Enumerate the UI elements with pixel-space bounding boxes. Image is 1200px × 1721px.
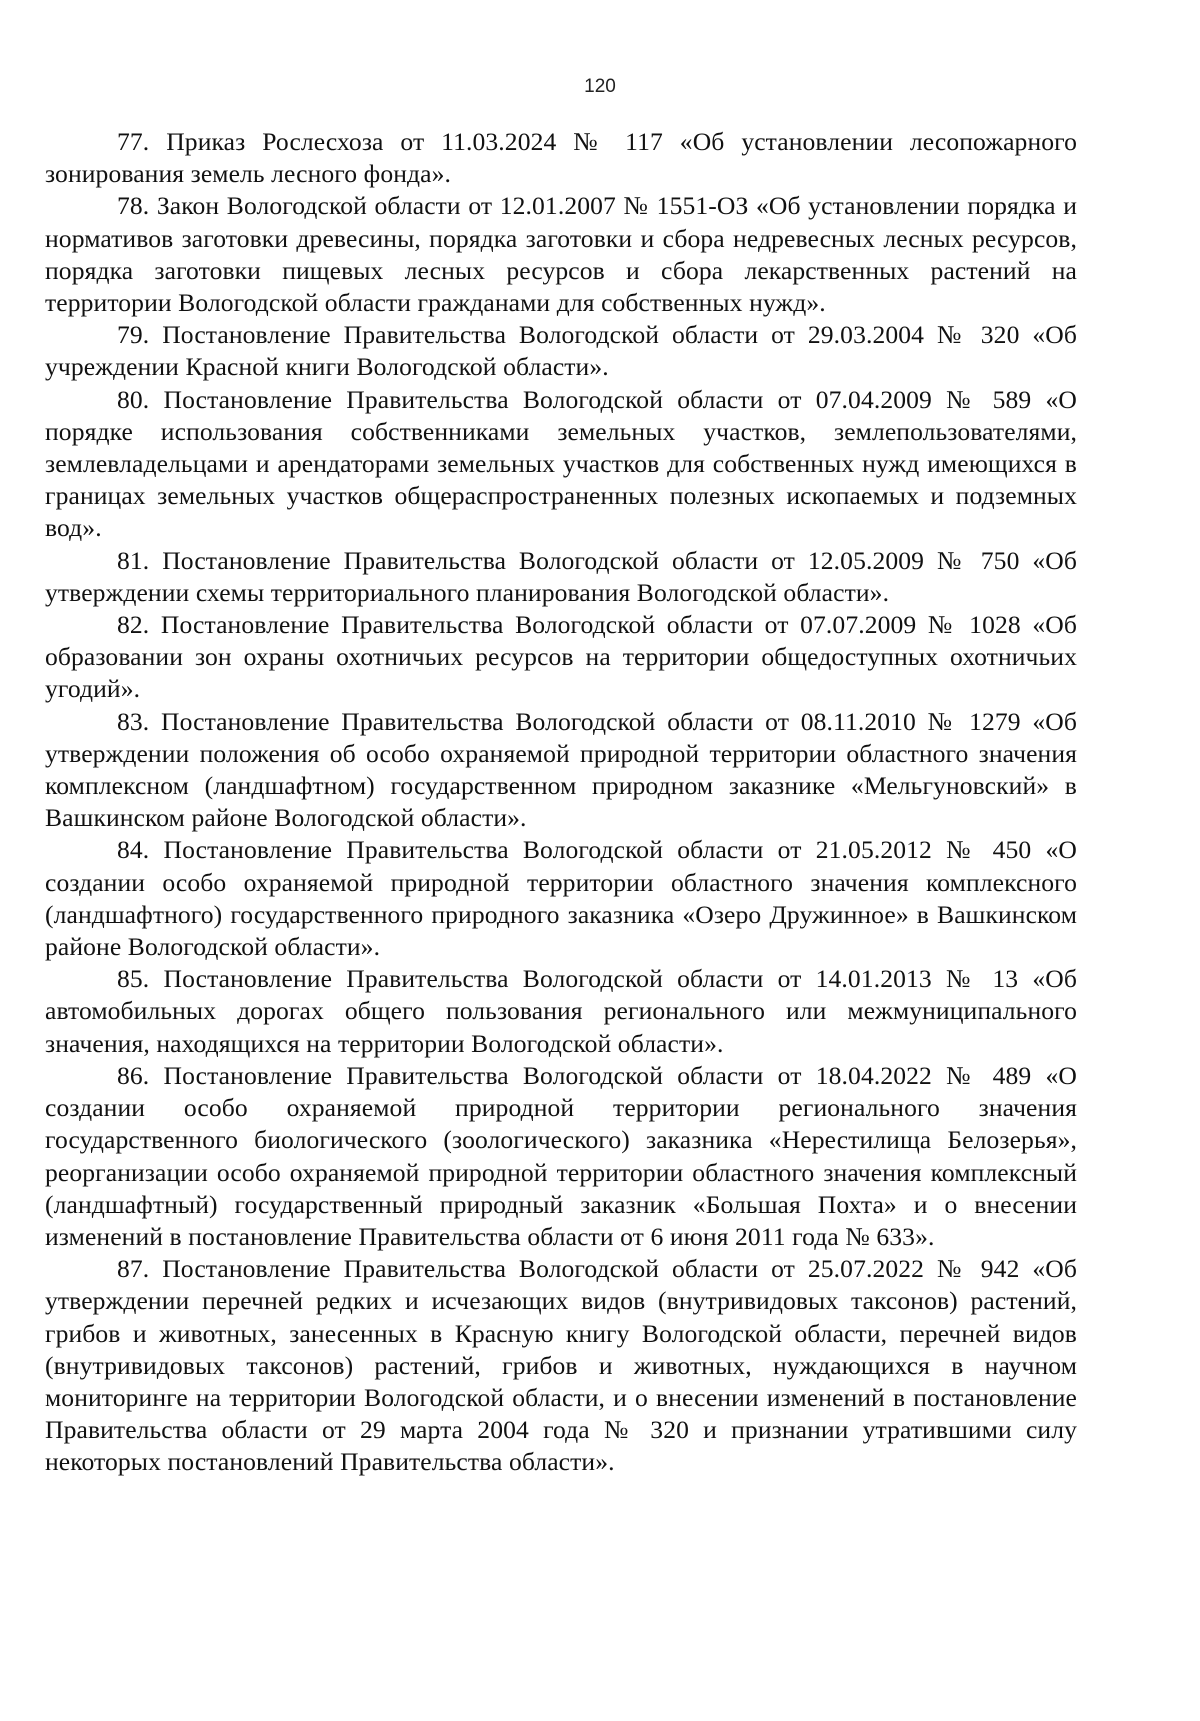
- list-item: 77. Приказ Рослесхоза от 11.03.2024 № 117 «Об установлении лесопожарного зонирования земель лесного фонда».: [45, 127, 1077, 189]
- list-item: 84. Постановление Правительства Вологодской области от 21.05.2012 № 450 «О создании особо охраняемой природной территории областного значения комплексного (ландшафтного) государственного природного заказника «Озеро Дружинное» в Вашкинском районе Вологодской области».: [45, 835, 1077, 962]
- document-body: [45, 126, 1077, 1479]
- page-number: 120: [584, 76, 616, 97]
- list-item: 83. Постановление Правительства Вологодской области от 08.11.2010 № 1279 «Об утверждении положения об особо охраняемой природной территории областного значения комплексном (ландшафтном) государственном природном заказнике «Мельгуновский» в Вашкинском районе Вологодской области».: [45, 706, 1077, 833]
- list-item: 81. Постановление Правительства Вологодской области от 12.05.2009 № 750 «Об утверждении схемы территориального планирования Вологодской области».: [45, 545, 1077, 607]
- list-item: 82. Постановление Правительства Вологодской области от 07.07.2009 № 1028 «Об образовании зон охраны охотничьих ресурсов на территории общедоступных охотничьих угодий».: [45, 610, 1077, 704]
- list-item: 78. Закон Вологодской области от 12.01.2007 № 1551-ОЗ «Об установлении порядка и нормативов заготовки древесины, порядка заготовки и сбора недревесных лесных ресурсов, порядка заготовки пищевых лесных ресурсов и сбора лекарственных растений на территории Вологодской области гражданами для собственных нужд».: [45, 191, 1077, 318]
- list-item: 87. Постановление Правительства Вологодской области от 25.07.2022 № 942 «Об утверждении перечней редких и исчезающих видов (внутривидовых таксонов) растений, грибов и животных, занесенных в Красную книгу Вологодской области, перечней видов (внутривидовых таксонов) растений, грибов и животных, нуждающихся в научном мониторинге на территории Вологодской области, и о внесении изменений в постановление Правительства области от 29 марта 2004 года № 320 и признании утратившими силу некоторых постановлений Правительства области».: [45, 1254, 1077, 1477]
- list-item: 86. Постановление Правительства Вологодской области от 18.04.2022 № 489 «О создании особо охраняемой природной территории регионального значения государственного биологического (зоологического) заказника «Нерестилища Белозерья», реорганизации особо охраняемой природной территории областного значения комплексный (ландшафтный) государственный природный заказник «Большая Похта» и о внесении изменений в постановление Правительства области от 6 июня 2011 года № 633».: [45, 1060, 1077, 1251]
- list-item: 80. Постановление Правительства Вологодской области от 07.04.2009 № 589 «О порядке использования собственниками земельных участков, землепользователями, землевладельцами и арендаторами земельных участков для собственных нужд имеющихся в границах земельных участков общераспространенных полезных ископаемых и подземных вод».: [45, 384, 1077, 543]
- list-item: 85. Постановление Правительства Вологодской области от 14.01.2013 № 13 «Об автомобильных дорогах общего пользования регионального или межмуниципального значения, находящихся на территории Вологодской области».: [45, 964, 1077, 1058]
- list-item: 79. Постановление Правительства Вологодской области от 29.03.2004 № 320 «Об учреждении Красной книги Вологодской области».: [45, 320, 1077, 382]
